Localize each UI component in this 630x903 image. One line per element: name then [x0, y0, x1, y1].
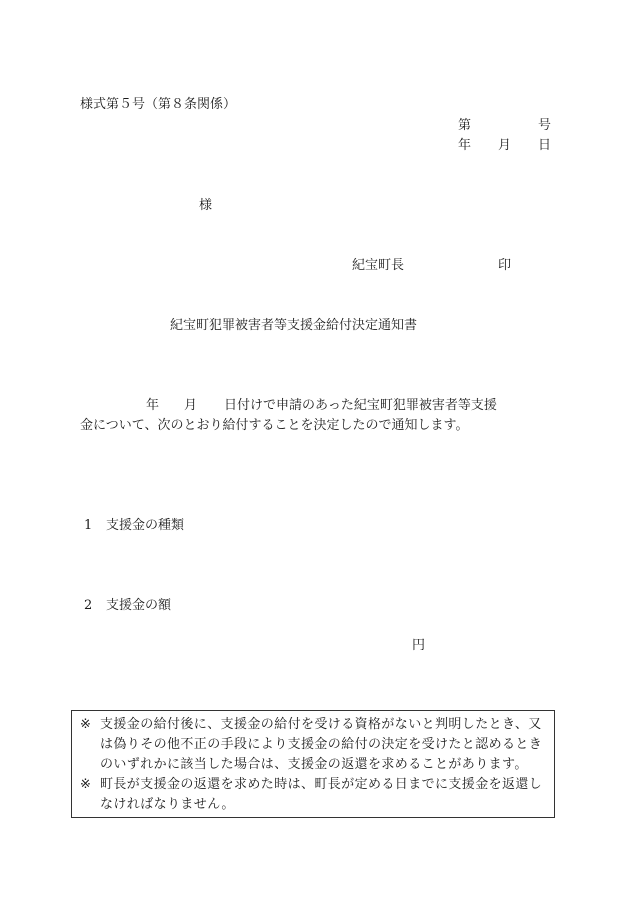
note-1-mark: ※ — [80, 717, 91, 732]
document-title: 紀宝町犯罪被害者等支援金給付決定通知書 — [170, 318, 418, 333]
date-month: 月 — [498, 138, 512, 153]
body-line2: 金について、次のとおり給付することを決定したので通知します。 — [80, 418, 469, 433]
body-month: 月 — [184, 398, 198, 413]
item-2-number: 2 — [84, 598, 93, 613]
item-1-number: 1 — [84, 518, 93, 533]
issuer-seal: 印 — [498, 258, 512, 273]
form-label: 様式第５号（第８条関係） — [80, 97, 237, 112]
item-1-label: 支援金の種類 — [106, 518, 185, 533]
issuer-name: 紀宝町長 — [352, 258, 405, 273]
note-2-text: 町長が支援金の返還を求めた時は、町長が定める日までに支援金を返還しなければなりません。 — [100, 777, 543, 812]
doc-number-dai: 第 — [458, 118, 472, 133]
body-line1: 日付けで申請のあった紀宝町犯罪被害者等支援 — [224, 398, 497, 413]
item-2-label: 支援金の額 — [106, 598, 172, 613]
addressee-suffix: 様 — [199, 198, 213, 213]
amount-unit: 円 — [412, 638, 426, 653]
date-year: 年 — [458, 138, 472, 153]
doc-number-go: 号 — [538, 118, 552, 133]
note-2-mark: ※ — [80, 777, 91, 792]
note-1 — [80, 715, 550, 775]
note-1-text: 支援金の給付後に、支援金の給付を受ける資格がないと判明したとき、又は偽りその他不正の手段により支援金の給付の決定を受けたと認めるときのいずれかに該当した場合は、支援金の返還を求めることがあります。 — [100, 717, 543, 772]
note-2 — [80, 775, 550, 815]
date-day: 日 — [538, 138, 552, 153]
notes-box — [71, 710, 555, 818]
body-year: 年 — [146, 398, 160, 413]
